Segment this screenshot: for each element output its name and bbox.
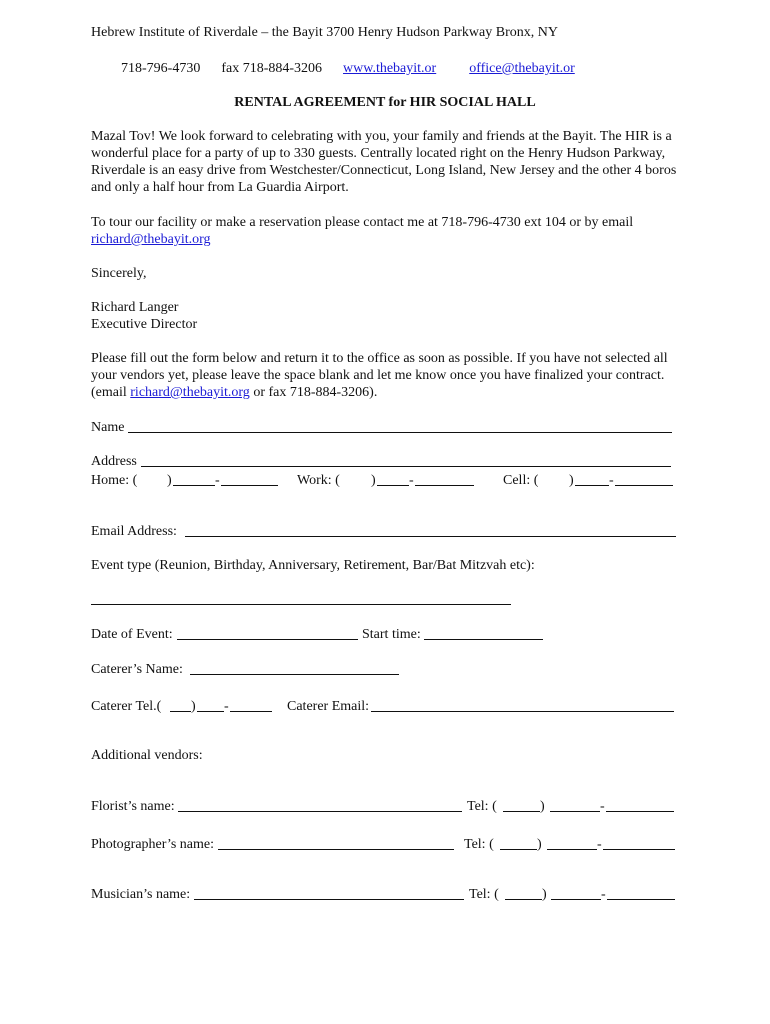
caterer-tel-paren: ) <box>191 699 196 714</box>
home-label: Home: ( <box>91 473 138 488</box>
musician-name-field[interactable] <box>194 887 464 900</box>
instructions-email-link[interactable]: richard@thebayit.org <box>130 385 250 400</box>
instructions-tail: or fax 718-884-3206). <box>253 385 378 400</box>
photographer-paren: ) <box>537 837 542 852</box>
contact-line <box>121 60 575 77</box>
florist-name-field[interactable] <box>178 799 462 812</box>
photographer-tel-label: Tel: ( <box>464 837 494 852</box>
caterer-email-label: Caterer Email: <box>287 699 370 714</box>
caterer-tel-label: Caterer Tel.( <box>91 699 162 714</box>
cell-label: Cell: ( <box>503 473 539 488</box>
florist-area-field[interactable] <box>503 799 540 812</box>
event-type-label: Event type (Reunion, Birthday, Anniversary, Retirement, Bar/Bat Mitzvah etc): <box>91 558 535 573</box>
florist-paren: ) <box>540 799 545 814</box>
florist-prefix-field[interactable] <box>550 799 600 812</box>
caterer-email-field[interactable] <box>371 699 674 712</box>
home-prefix-field[interactable] <box>173 473 215 486</box>
instructions-paragraph <box>91 350 681 401</box>
photographer-dash: - <box>597 837 602 852</box>
home-number-field[interactable] <box>221 473 278 486</box>
musician-dash: - <box>601 887 606 902</box>
cell-prefix-field[interactable] <box>575 473 609 486</box>
address-field[interactable] <box>141 454 671 467</box>
signer-title: Executive Director <box>91 317 198 332</box>
work-prefix-field[interactable] <box>377 473 409 486</box>
signer-name: Richard Langer <box>91 300 179 315</box>
musician-number-field[interactable] <box>607 887 675 900</box>
start-time-field[interactable] <box>424 627 543 640</box>
photographer-prefix-field[interactable] <box>547 837 597 850</box>
website-link[interactable]: www.thebayit.or <box>343 61 437 76</box>
musician-paren: ) <box>542 887 547 902</box>
florist-label: Florist’s name: <box>91 799 175 814</box>
cell-dash: - <box>609 473 614 488</box>
office-email-link[interactable]: office@thebayit.or <box>469 61 575 76</box>
director-email-link[interactable]: richard@thebayit.org <box>91 232 211 247</box>
email-field[interactable] <box>185 524 676 537</box>
florist-number-field[interactable] <box>606 799 674 812</box>
florist-tel-label: Tel: ( <box>467 799 497 814</box>
contact-text: To tour our facility or make a reservation please contact me at 718-796-4730 ext 104 or by email <box>91 215 634 230</box>
contact-paragraph <box>91 214 681 248</box>
home-dash: - <box>215 473 220 488</box>
cell-paren: ) <box>569 473 574 488</box>
institution-address: Hebrew Institute of Riverdale – the Bayit 3700 Henry Hudson Parkway Bronx, NY <box>91 25 558 40</box>
event-type-field[interactable] <box>91 592 511 605</box>
caterer-name-label: Caterer’s Name: <box>91 662 183 677</box>
caterer-number-field[interactable] <box>230 699 272 712</box>
intro-paragraph: Mazal Tov! We look forward to celebrating with you, your family and friends at the Bayit. The HIR is a wonderful place for a party of up to 330 guests. Centrally located right on the Henry Hudson Parkway, Riverdale is an easy drive from Westchester/Connecticut, Long Island, New Jersey and the other 4 boros and only a half hour from La Guardia Airport. <box>91 129 677 195</box>
document-title: RENTAL AGREEMENT for HIR SOCIAL HALL <box>234 95 536 110</box>
caterer-prefix-field[interactable] <box>197 699 224 712</box>
musician-area-field[interactable] <box>505 887 542 900</box>
florist-dash: - <box>600 799 605 814</box>
photographer-number-field[interactable] <box>603 837 675 850</box>
photographer-name-field[interactable] <box>218 837 454 850</box>
photographer-area-field[interactable] <box>500 837 537 850</box>
musician-prefix-field[interactable] <box>551 887 601 900</box>
event-date-field[interactable] <box>177 627 358 640</box>
instructions-text: Please fill out the form below and return it to the office as soon as possible. If you have not selected all your vendors yet, please leave the space blank and let me know once you have finalized your contract. (email <box>91 351 668 400</box>
phone-number: 718-796-4730 <box>121 61 201 76</box>
work-label: Work: ( <box>297 473 340 488</box>
photographer-label: Photographer’s name: <box>91 837 214 852</box>
work-dash: - <box>409 473 414 488</box>
additional-vendors-label: Additional vendors: <box>91 748 203 763</box>
musician-tel-label: Tel: ( <box>469 887 499 902</box>
start-time-label: Start time: <box>362 627 421 642</box>
address-label: Address <box>91 454 137 469</box>
caterer-area-field[interactable] <box>170 699 191 712</box>
fax-number: fax 718-884-3206 <box>221 61 323 76</box>
cell-number-field[interactable] <box>615 473 673 486</box>
closing: Sincerely, <box>91 266 147 281</box>
name-field[interactable] <box>128 420 672 433</box>
email-label: Email Address: <box>91 524 177 539</box>
caterer-dash: - <box>224 699 229 714</box>
event-date-label: Date of Event: <box>91 627 173 642</box>
name-label: Name <box>91 420 125 435</box>
caterer-name-field[interactable] <box>190 662 399 675</box>
home-paren: ) <box>167 473 172 488</box>
musician-label: Musician’s name: <box>91 887 191 902</box>
work-number-field[interactable] <box>415 473 474 486</box>
work-paren: ) <box>371 473 376 488</box>
